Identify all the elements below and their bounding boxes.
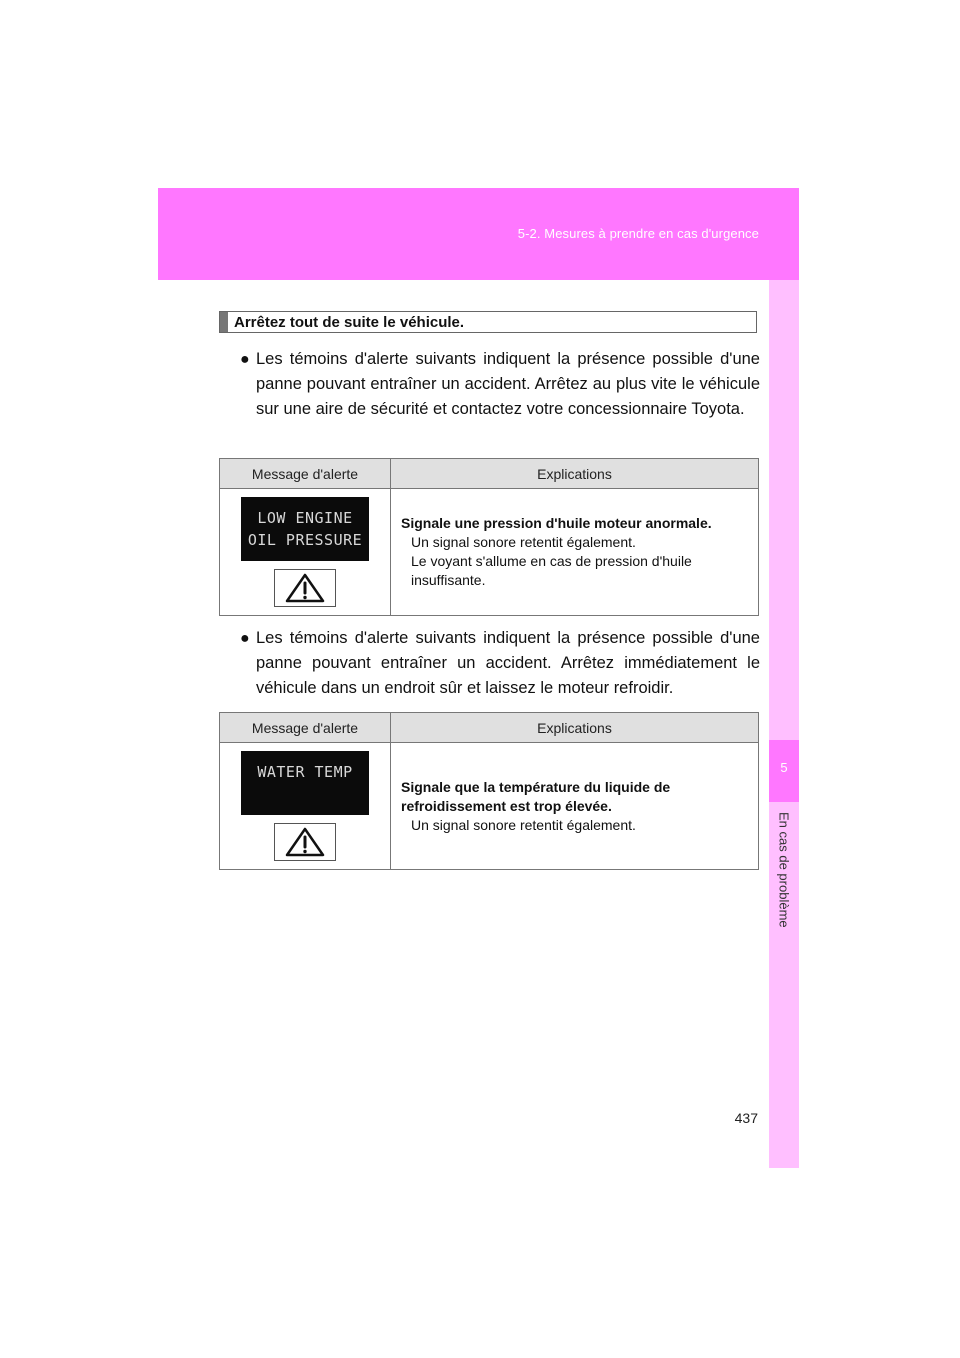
chapter-title: En cas de problème [776, 812, 792, 928]
lcd-line: OIL PRESSURE [247, 531, 363, 549]
section-breadcrumb: 5-2. Mesures à prendre en cas d'urgence [517, 226, 759, 241]
explanation-line: Le voyant s'allume en cas de pression d'huile insuffisante. [411, 553, 692, 588]
table-row [220, 743, 759, 870]
bullet-icon: ● [240, 351, 250, 368]
table-header-row [220, 459, 759, 489]
warning-triangle-icon [274, 823, 336, 861]
section-heading [219, 311, 757, 333]
explanation-title: Signale que la température du liquide de refroidissement est trop élevée. [401, 778, 671, 814]
header-bar [158, 188, 799, 280]
bullet-text: Les témoins d'alerte suivants indiquent la présence possible d'une panne pouvant entraîner un accident. Arrêtez immédiatement le véhicule dans un endroit sûr et laissez le moteur refroidir. [256, 629, 760, 697]
warning-image-cell [220, 743, 391, 870]
side-strip [769, 280, 799, 1168]
lcd-line: LOW ENGINE [257, 509, 353, 527]
heading-marker [220, 312, 228, 332]
col-message: Message d'alerte [220, 713, 391, 743]
warning-triangle-icon [274, 569, 336, 607]
warning-table [219, 458, 759, 616]
bullet-item [240, 347, 760, 422]
explanation-cell [391, 489, 759, 616]
explanation-title: Signale une pression d'huile moteur anormale. [401, 515, 712, 531]
bullet-item [240, 626, 760, 701]
explanation-cell [391, 743, 759, 870]
explanation-line: Un signal sonore retentit également. [411, 816, 636, 833]
lcd-line: WATER TEMP [257, 763, 353, 781]
col-explanations: Explications [391, 459, 759, 489]
warning-table [219, 712, 759, 870]
table-header-row [220, 713, 759, 743]
explanation-line: Un signal sonore retentit également. [411, 534, 636, 550]
bullet-icon: ● [240, 630, 250, 647]
lcd-display [241, 751, 369, 815]
table-row [220, 489, 759, 616]
section-heading-text: Arrêtez tout de suite le véhicule. [234, 314, 465, 331]
col-explanations: Explications [391, 713, 759, 743]
bullet-text: Les témoins d'alerte suivants indiquent la présence possible d'une panne pouvant entraîner un accident. Arrêtez au plus vite le véhicule sur une aire de sécurité et contactez votre concessionnaire Toyota. [256, 350, 760, 418]
warning-image-cell [220, 489, 391, 616]
page-number: 437 [734, 1110, 758, 1126]
col-message: Message d'alerte [220, 459, 391, 489]
chapter-tab [769, 740, 799, 802]
lcd-display [241, 497, 369, 561]
chapter-number: 5 [780, 760, 788, 775]
